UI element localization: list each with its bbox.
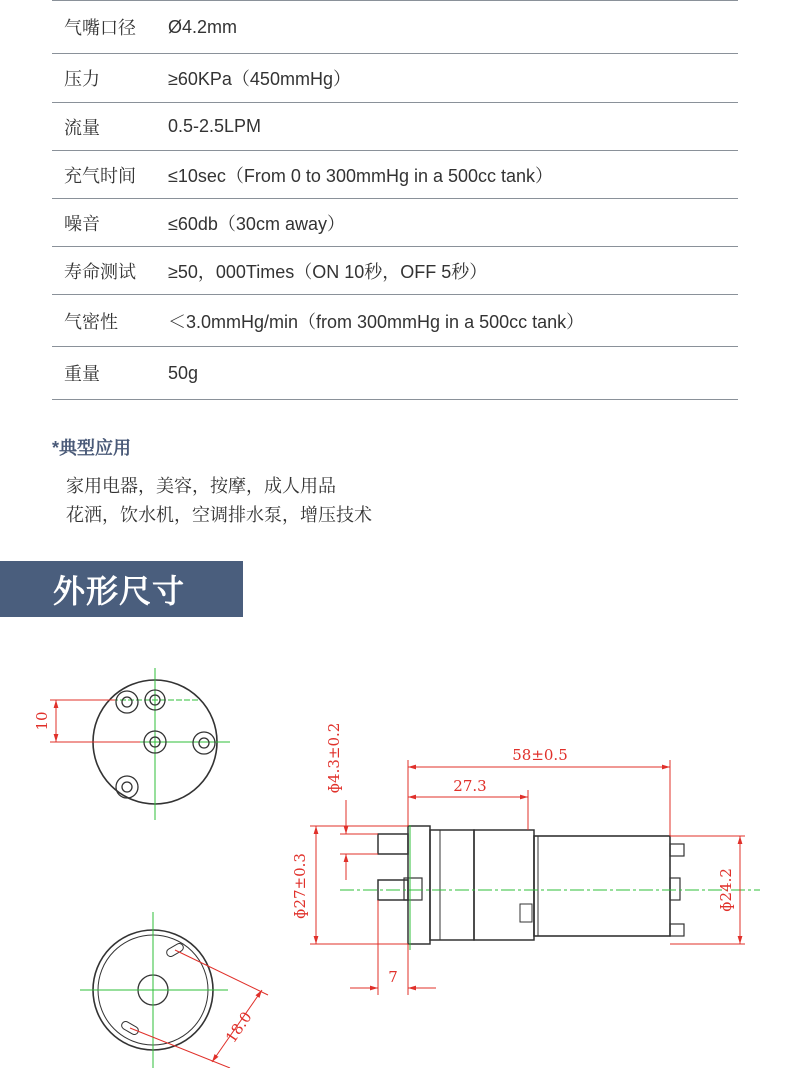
spec-value: ≥50，000Times（ON 10秒，OFF 5秒）	[168, 261, 488, 282]
spec-value: Ø4.2mm	[168, 16, 238, 37]
dim-7-label: 7	[388, 968, 398, 986]
spec-table	[52, 0, 738, 400]
spec-key: 压力	[64, 69, 100, 89]
spec-key: 流量	[64, 117, 100, 138]
spec-value: ≤60db（30cm away）	[168, 213, 345, 234]
spec-value: ≤10sec（From 0 to 300mmHg in a 500cc tank）	[168, 165, 554, 186]
spec-key: 噪音	[64, 213, 100, 234]
dim-body-label: ɸ27±0.3	[291, 853, 309, 919]
dimensions-banner-title: 外形尺寸	[53, 573, 186, 609]
dim-motor-label: ɸ24.2	[717, 868, 735, 912]
applications-line: 花洒，饮水机，空调排水泵，增压技术	[66, 505, 372, 525]
dim-10-label: 10	[33, 711, 51, 731]
spec-key: 气密性	[64, 311, 118, 332]
applications-title: *典型应用	[52, 438, 132, 458]
spec-row	[52, 1, 738, 54]
dim-length-label: 58±0.5	[512, 746, 568, 764]
spec-key: 重量	[64, 364, 100, 384]
spec-row	[52, 295, 738, 347]
applications-section	[52, 434, 372, 530]
dim-18-label: 18.0	[222, 1008, 256, 1047]
spec-row	[52, 199, 738, 247]
spec-row	[52, 54, 738, 103]
spec-value: 0.5-2.5LPM	[168, 116, 262, 136]
spec-row	[52, 347, 738, 400]
spec-row	[52, 103, 738, 151]
spec-value: ＜3.0mmHg/min（from 300mmHg in a 500cc tank）	[168, 311, 585, 332]
dim-27-3-label: 27.3	[453, 777, 487, 795]
applications-line: 家用电器，美容，按摩，成人用品	[66, 476, 336, 496]
spec-row	[52, 151, 738, 199]
spec-key: 寿命测试	[64, 261, 136, 282]
dimensions-banner	[0, 561, 243, 617]
top-end-view	[33, 668, 230, 820]
dimension-drawing	[0, 650, 790, 1068]
dim-nozzle-label: ɸ4.3±0.2	[325, 722, 343, 794]
spec-value: ≥60KPa（450mmHg）	[168, 69, 351, 89]
spec-value: 50g	[168, 362, 199, 383]
spec-row	[52, 247, 738, 295]
spec-key: 充气时间	[64, 165, 136, 186]
spec-key: 气嘴口径	[64, 18, 136, 38]
side-view	[340, 825, 760, 950]
bottom-end-view	[80, 912, 268, 1068]
